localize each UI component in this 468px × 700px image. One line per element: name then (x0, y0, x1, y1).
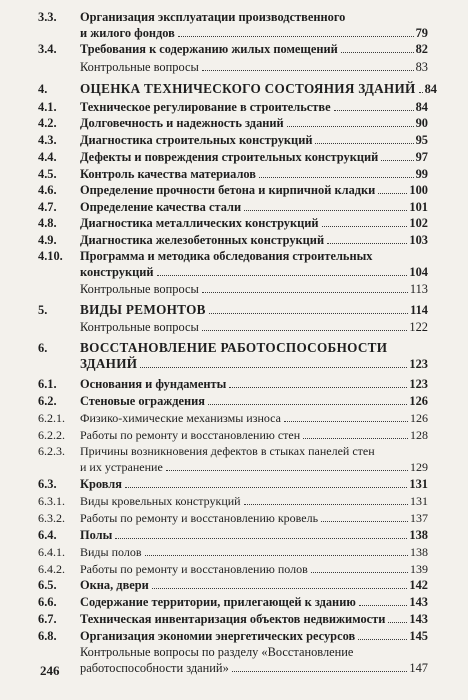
toc-entry-page: 100 (409, 183, 428, 197)
toc-entry-number: 6.3.2. (38, 511, 65, 525)
toc-entry-page: 131 (410, 494, 428, 508)
toc-entry-page: 123 (409, 357, 428, 371)
toc-entry-page: 145 (409, 629, 428, 643)
toc-entry-number: 4.6. (38, 183, 57, 197)
toc-entry-page: 99 (415, 167, 428, 181)
toc-entry-title: Кровля (80, 477, 122, 491)
toc-entry-title: Программа и методика обследования строительных (80, 249, 373, 263)
toc-entry-title: Диагностика железобетонных конструкций (80, 233, 325, 247)
toc-entry-6-3-1 (0, 492, 468, 510)
toc-entry-line (80, 58, 428, 76)
toc-entry-line (80, 375, 428, 393)
toc-entry-title: Техническая инвентаризация объектов недвижимости (80, 612, 386, 626)
toc-entry-line (80, 355, 428, 373)
toc-entry-number: 4.8. (38, 216, 57, 230)
toc-entry-page: 84 (424, 82, 437, 96)
toc-entry-line (80, 263, 428, 281)
dot-leader (208, 404, 407, 405)
toc-entry-questions (0, 280, 468, 298)
toc-entry-4-8 (0, 214, 468, 232)
toc-entry-title: Работы по ремонту и восстановлению полов (80, 562, 308, 576)
toc-entry-page: 82 (415, 42, 428, 56)
toc-entry-line (80, 492, 428, 510)
toc-entry-page: 143 (409, 595, 428, 609)
toc-entry-number: 3.3. (38, 10, 57, 24)
toc-entry-page: 126 (409, 394, 428, 408)
toc-entry-5 (0, 301, 468, 319)
toc-entry-number: 6.5. (38, 578, 57, 592)
dot-leader (115, 538, 407, 539)
dot-leader (303, 438, 408, 439)
toc-entry-page: 139 (410, 562, 428, 576)
toc-entry-page: 131 (409, 477, 428, 491)
dot-leader (321, 521, 408, 522)
toc-entry-page: 104 (409, 265, 428, 279)
toc-entry-title: Контрольные вопросы (80, 282, 199, 296)
dot-leader (311, 572, 408, 573)
dot-leader (244, 210, 407, 211)
toc-entry-title: Работы по ремонту и восстановлению кровель (80, 511, 319, 525)
toc-entry-page: 113 (409, 282, 428, 296)
toc-entry-line (80, 131, 428, 149)
dot-leader (358, 639, 407, 640)
dot-leader (259, 177, 414, 178)
toc-entry-page: 129 (410, 460, 428, 474)
toc-entry-page: 137 (410, 511, 428, 525)
dot-leader (381, 160, 413, 161)
dot-leader (145, 555, 408, 556)
toc-entry-page: 84 (415, 100, 428, 114)
toc-entry-questions (0, 58, 468, 76)
toc-entry-number: 4. (38, 82, 48, 96)
toc-entry-6-3 (0, 475, 468, 493)
toc-entry-line (80, 409, 428, 427)
toc-entry-title: Требования к содержанию жилых помещений (80, 42, 338, 56)
toc-entry-questions (0, 643, 468, 677)
toc-entry-number: 6.2.1. (38, 411, 65, 425)
toc-entry-number: 6.2. (38, 394, 57, 408)
toc-entry-line (80, 526, 428, 544)
dot-leader (140, 367, 407, 368)
toc-entry-title: Определение качества стали (80, 200, 242, 214)
toc-entry-line (80, 80, 437, 98)
toc-entry-6-6 (0, 593, 468, 611)
toc-entry-3-4 (0, 40, 468, 58)
toc-entry-6-4 (0, 526, 468, 544)
dot-leader (244, 504, 408, 505)
toc-entry-title: работоспособности зданий» (80, 661, 229, 675)
toc-entry-page: 128 (410, 428, 428, 442)
toc-entry-number: 6.6. (38, 595, 57, 609)
dot-leader (202, 330, 408, 331)
toc-entry-4-4 (0, 148, 468, 166)
toc-entry-6-1 (0, 375, 468, 393)
toc-entry-line (80, 659, 428, 677)
toc-entry-title: Дефекты и повреждения строительных конструкций (80, 150, 379, 164)
dot-leader (229, 387, 407, 388)
toc-entry-number: 4.1. (38, 100, 57, 114)
dot-leader (341, 52, 414, 53)
toc-entry-page: 103 (409, 233, 428, 247)
toc-entry-line (80, 318, 428, 336)
toc-entry-6-5 (0, 576, 468, 594)
toc-entry-page: 143 (409, 612, 428, 626)
toc-entry-title: Основания и фундаменты (80, 377, 227, 391)
toc-entry-title: Окна, двери (80, 578, 149, 592)
toc-entry-number: 6.8. (38, 629, 57, 643)
toc-entry-title: Стеновые ограждения (80, 394, 206, 408)
toc-entry-number: 6. (38, 341, 48, 355)
toc-entry-title: Техническое регулирование в строительстве (80, 100, 331, 114)
dot-leader (209, 313, 408, 314)
toc-entry-6-2-1 (0, 409, 468, 427)
toc-entry-page: 138 (410, 545, 428, 559)
toc-entry-number: 6.4.2. (38, 562, 65, 576)
toc-entry-title: Определение прочности бетона и кирпичной кладки (80, 183, 376, 197)
toc-entry-number: 5. (38, 303, 48, 317)
toc-entry-number: 3.4. (38, 42, 57, 56)
dot-leader (327, 243, 407, 244)
toc-entry-questions (0, 318, 468, 336)
dot-leader (388, 622, 407, 623)
toc-entry-number: 6.2.2. (38, 428, 65, 442)
toc-entry-title: ЗДАНИЙ (80, 356, 138, 371)
toc-entry-title: Диагностика строительных конструкций (80, 133, 313, 147)
toc-entry-title: Контрольные вопросы (80, 320, 199, 334)
toc-entry-6-2 (0, 392, 468, 410)
toc-entry-page: 114 (410, 303, 428, 317)
toc-entry-title: Работы по ремонту и восстановлению стен (80, 428, 301, 442)
toc-entry-line (80, 181, 428, 199)
toc-entry-line (80, 148, 428, 166)
dot-leader (166, 470, 408, 471)
toc-entry-line (80, 610, 428, 628)
toc-entry-number: 6.1. (38, 377, 57, 391)
toc-entry-6-7 (0, 610, 468, 628)
toc-entry-line (80, 114, 428, 132)
toc-entry-number: 4.5. (38, 167, 57, 181)
toc-entry-6-2-3 (0, 442, 468, 476)
toc-entry-title: и жилого фондов (80, 26, 175, 40)
dot-leader (157, 275, 408, 276)
toc-entry-page: 102 (409, 216, 428, 230)
toc-entry-title: конструкций (80, 265, 154, 279)
toc-entry-title: ОЦЕНКА ТЕХНИЧЕСКОГО СОСТОЯНИЯ ЗДАНИЙ (80, 81, 416, 96)
toc-entry-title: ВИДЫ РЕМОНТОВ (80, 302, 206, 317)
toc-entry-line (80, 458, 428, 476)
toc-entry-title: ВОССТАНОВЛЕНИЕ РАБОТОСПОСОБНОСТИ (80, 340, 388, 355)
toc-entry-page: 95 (415, 133, 428, 147)
toc-entry-number: 4.2. (38, 116, 57, 130)
toc-entry-line (80, 543, 428, 561)
toc-entry-title: Виды полов (80, 545, 142, 559)
toc-entry-line (80, 214, 428, 232)
dot-leader (315, 143, 413, 144)
toc-entry-number: 6.4.1. (38, 545, 65, 559)
toc-entry-page: 138 (409, 528, 428, 542)
dot-leader (178, 36, 414, 37)
toc-entry-page: 142 (409, 578, 428, 592)
toc-entry-line (80, 392, 428, 410)
toc-entry-4-10 (0, 247, 468, 281)
toc-entry-title: Полы (80, 528, 113, 542)
toc-entry-line (80, 40, 428, 58)
toc-entry-page: 97 (415, 150, 428, 164)
toc-entry-4-2 (0, 114, 468, 132)
dot-leader (287, 126, 414, 127)
toc-entry-title: Виды кровельных конструкций (80, 494, 241, 508)
toc-entry-number: 4.3. (38, 133, 57, 147)
toc-entry-3-3 (0, 8, 468, 42)
toc-entry-number: 4.9. (38, 233, 57, 247)
dot-leader (334, 110, 414, 111)
toc-entry-number: 4.4. (38, 150, 57, 164)
dot-leader (359, 605, 408, 606)
toc-entry-6-4-1 (0, 543, 468, 561)
toc-entry-line (80, 509, 428, 527)
toc-entry-4 (0, 80, 468, 98)
toc-entry-line (80, 576, 428, 594)
toc-entry-title: Долговечность и надежность зданий (80, 116, 284, 130)
toc-entry-6 (0, 339, 468, 373)
toc-entry-number: 6.3. (38, 477, 57, 491)
dot-leader (322, 226, 408, 227)
toc-entry-number: 6.7. (38, 612, 57, 626)
toc-entry-title: Содержание территории, прилегающей к зданию (80, 595, 356, 609)
toc-entry-line (80, 475, 428, 493)
toc-entry-page: 79 (415, 26, 428, 40)
toc-entry-page: 83 (415, 60, 428, 74)
toc-entry-line (80, 301, 428, 319)
toc-entry-title: Организация экономии энергетических ресурсов (80, 629, 356, 643)
toc-entry-page: 90 (415, 116, 428, 130)
toc-entry-title: Причины возникновения дефектов в стыках панелей стен (80, 444, 375, 458)
toc-entry-page: 101 (409, 200, 428, 214)
toc-entry-page: 122 (409, 320, 428, 334)
dot-leader (152, 588, 408, 589)
toc-entry-line (80, 280, 428, 298)
dot-leader (284, 421, 408, 422)
toc-entry-title: Диагностика металлических конструкций (80, 216, 319, 230)
dot-leader (232, 671, 408, 672)
toc-entry-number: 4.7. (38, 200, 57, 214)
dot-leader (202, 70, 414, 71)
toc-entry-title: Контрольные вопросы по разделу «Восстановление (80, 645, 354, 659)
toc-entry-4-6 (0, 181, 468, 199)
toc-entry-page: 123 (409, 377, 428, 391)
toc-entry-6-3-2 (0, 509, 468, 527)
toc-entry-title: Организация эксплуатации производственного (80, 10, 346, 24)
toc-entry-number: 6.4. (38, 528, 57, 542)
dot-leader (202, 292, 408, 293)
toc-entry-title: Контроль качества материалов (80, 167, 257, 181)
toc-entry-line (80, 593, 428, 611)
toc-entry-title: Контрольные вопросы (80, 60, 199, 74)
toc-entry-number: 6.3.1. (38, 494, 65, 508)
toc-entry-4-3 (0, 131, 468, 149)
dot-leader (419, 92, 423, 93)
toc-entry-page: 126 (410, 411, 428, 425)
toc-entry-page: 147 (409, 661, 428, 675)
dot-leader (378, 193, 407, 194)
toc-entry-title: и их устранение (80, 460, 163, 474)
toc-entry-number: 4.10. (38, 249, 63, 263)
page-number: 246 (40, 663, 60, 678)
toc-entry-title: Физико-химические механизмы износа (80, 411, 281, 425)
toc-entry-number: 6.2.3. (38, 444, 65, 458)
dot-leader (125, 487, 407, 488)
